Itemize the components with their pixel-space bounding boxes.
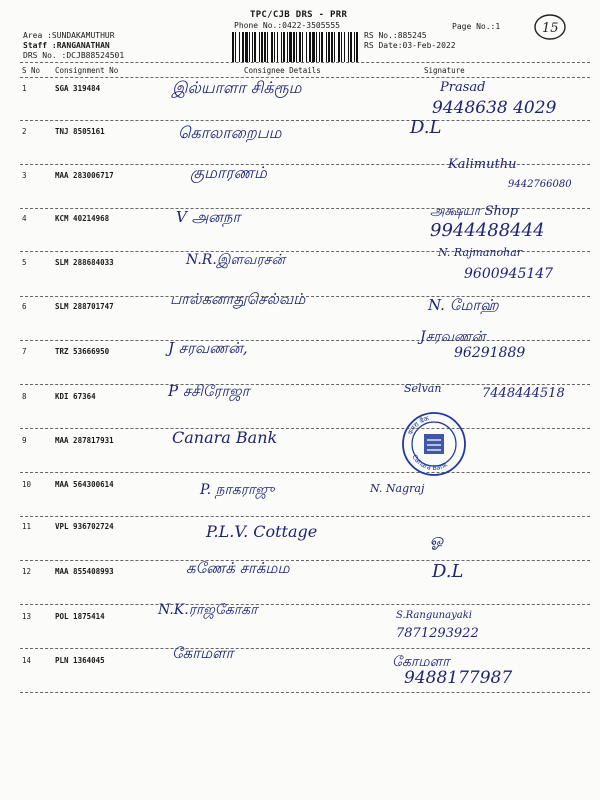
row-consignee-handwriting: P. நாகராஜு	[200, 482, 275, 498]
row-consignee-handwriting: இல்யாளா சிக்ரூம	[172, 78, 302, 97]
col-consignee-header: Consignee Details	[244, 66, 321, 75]
row-consignment-number: POL 1875414	[55, 612, 105, 621]
row-consignment-number: MAA 283006717	[55, 171, 114, 180]
row-divider	[20, 340, 590, 341]
row-serial-number: 14	[22, 656, 32, 665]
row-consignment-number: VPL 936702724	[55, 522, 114, 531]
row-serial-number: 1	[22, 84, 27, 93]
row-consignment-number: TRZ 53666950	[55, 347, 110, 356]
barcode-bar	[264, 32, 266, 62]
row-signature-phone: 9488177987	[404, 668, 513, 688]
row-consignment-number: KCM 40214968	[55, 214, 110, 223]
row-consignment-number: TNJ 8505161	[55, 127, 105, 136]
barcode-bar	[302, 32, 303, 62]
row-consignment-number: MAA 855408993	[55, 567, 114, 576]
row-consignee-handwriting: N.K.ராஜகோகா	[158, 602, 258, 618]
barcode-bar	[321, 32, 323, 62]
circle-mark-text: 15	[542, 21, 559, 36]
barcode-bar	[283, 32, 285, 62]
row-signature: Jசரவணன்	[420, 329, 486, 345]
row-serial-number: 7	[22, 347, 27, 356]
barcode-bar	[289, 32, 292, 62]
row-consignment-number: SLM 288684033	[55, 258, 114, 267]
row-consignee-handwriting: கணேக் சாக்மம	[186, 559, 290, 577]
area-label: Area	[23, 31, 43, 40]
barcode-bar	[252, 32, 253, 62]
barcode-bar	[235, 32, 236, 62]
row-consignee-handwriting: கோமளா	[172, 644, 234, 662]
row-consignment-number: PLN 1364045	[55, 656, 105, 665]
row-signature: S.Rangunayaki	[396, 610, 472, 621]
row-signature: Selvan	[404, 382, 442, 395]
row-divider	[20, 648, 590, 649]
barcode-bar	[281, 32, 282, 62]
area-line	[23, 31, 124, 41]
row-divider	[20, 120, 590, 121]
row-consignee-handwriting: P.L.V. Cottage	[206, 522, 318, 541]
barcode-bar	[326, 32, 327, 62]
col-signature-header: Signature	[424, 66, 465, 75]
row-consignment-number: MAA 564300614	[55, 480, 114, 489]
barcode-bar	[239, 32, 240, 62]
row-consignee-handwriting: J சரவணன்,	[168, 339, 248, 357]
row-divider	[20, 692, 590, 693]
barcode-bar	[312, 32, 315, 62]
barcode-bar	[316, 32, 317, 62]
row-divider	[20, 384, 590, 385]
row-consignee-handwriting: N.R.இளவரசன்	[186, 252, 286, 268]
bank-stamp	[400, 410, 468, 478]
barcode-bar	[299, 32, 301, 62]
rs-number: RS No.:885245	[364, 31, 427, 40]
barcode-bar	[293, 32, 295, 62]
row-signature-phone: 7448444518	[482, 386, 565, 401]
row-signature-phone: 9448638 4029	[432, 98, 557, 118]
barcode-bar	[287, 32, 288, 62]
row-serial-number: 4	[22, 214, 27, 223]
rs-block	[364, 31, 456, 51]
row-divider	[20, 428, 590, 429]
row-consignee-handwriting: Canara Bank	[172, 428, 278, 447]
barcode-bar	[338, 32, 340, 62]
row-consignee-handwriting: V அனநா	[176, 208, 241, 226]
barcode-bar	[309, 32, 311, 62]
barcode-bar	[328, 32, 330, 62]
row-signature-phone: 9600945147	[464, 266, 554, 282]
row-serial-number: 8	[22, 392, 27, 401]
rs-date: RS Date:03-Feb-2022	[364, 41, 456, 50]
row-signature: Kalimuthu	[448, 157, 517, 172]
drs-label: DRS No.	[23, 51, 57, 60]
divider	[20, 77, 590, 78]
barcode-bar	[354, 32, 355, 62]
barcode-bar	[348, 32, 349, 62]
barcode-bar	[306, 32, 307, 62]
barcode-bar	[267, 32, 268, 62]
row-signature-phone: 7871293922	[396, 626, 479, 641]
row-signature: ஓ	[430, 530, 444, 549]
drs-line	[23, 51, 124, 61]
row-consignment-number: SLM 288701747	[55, 302, 114, 311]
row-consignee-handwriting: கொலாறைபம	[178, 123, 282, 142]
barcode-bar	[350, 32, 352, 62]
barcode-bar	[245, 32, 248, 62]
row-signature: N. Nagraj	[370, 482, 425, 495]
barcode-bar	[259, 32, 260, 62]
row-serial-number: 3	[22, 171, 27, 180]
area-block	[23, 31, 124, 61]
row-serial-number: 2	[22, 127, 27, 136]
row-consignee-handwriting: பால்கனாதுசெல்வம்	[170, 290, 306, 308]
barcode-bar	[356, 32, 358, 62]
row-consignment-number: SGA 319484	[55, 84, 101, 93]
row-consignment-number: KDI 67364	[55, 392, 96, 401]
barcode-bar	[344, 32, 345, 62]
row-signature-phone: 9442766080	[508, 179, 572, 190]
row-serial-number: 10	[22, 480, 32, 489]
row-signature: Prasad	[440, 80, 486, 95]
page-number: Page No.:1	[452, 22, 501, 31]
barcode-bar	[254, 32, 256, 62]
row-serial-number: 6	[22, 302, 27, 311]
barcode-bar	[341, 32, 342, 62]
barcode-bar	[277, 32, 278, 62]
row-serial-number: 9	[22, 436, 27, 445]
document-title: TPC/CJB DRS - PRR	[250, 10, 348, 20]
row-serial-number: 11	[22, 522, 32, 531]
row-divider	[20, 472, 590, 473]
barcode-bar	[334, 32, 335, 62]
row-signature-phone: 96291889	[454, 345, 526, 361]
row-signature: D.L	[410, 117, 442, 138]
barcode-bar	[274, 32, 275, 62]
stamp-text-top: कनरा बैंक	[406, 414, 430, 437]
row-divider	[20, 516, 590, 517]
row-serial-number: 12	[22, 567, 32, 576]
divider	[20, 62, 590, 63]
row-divider	[20, 560, 590, 561]
barcode-bar	[242, 32, 244, 62]
barcode-bar	[261, 32, 263, 62]
row-signature: அக்ஷயா Shop	[430, 204, 519, 219]
barcode-bar	[296, 32, 297, 62]
row-divider	[20, 604, 590, 605]
row-consignee-handwriting: குமாரணம்	[190, 163, 267, 182]
barcode-bar	[232, 32, 234, 62]
row-serial-number: 5	[22, 258, 27, 267]
row-serial-number: 13	[22, 612, 32, 621]
barcode	[232, 32, 358, 62]
row-signature: D.L	[432, 561, 464, 582]
staff-label: Staff	[23, 41, 48, 50]
row-signature: கோமளா	[392, 654, 450, 670]
col-sno-header: S No	[22, 66, 41, 75]
handwritten-circle-mark	[533, 12, 567, 42]
row-signature-phone: 9944488444	[430, 220, 545, 241]
barcode-bar	[331, 32, 333, 62]
staff-line	[23, 41, 124, 51]
area-value: :SUNDAKAMUTHUR	[47, 31, 115, 40]
barcode-bar	[271, 32, 273, 62]
row-consignee-handwriting: P சசிரோஜா	[168, 382, 250, 400]
drs-value: :DCJB88524501	[61, 51, 125, 60]
row-signature: N. மோஹ்	[428, 296, 499, 314]
barcode-bar	[249, 32, 250, 62]
phone-number: Phone No.:0422-3505555	[234, 21, 340, 30]
stamp-text-bottom: Canara Bank	[410, 453, 449, 473]
row-consignment-number: MAA 287817931	[55, 436, 114, 445]
col-consignment-header: Consignment No	[55, 66, 119, 75]
row-signature: N. Rajmanohar	[438, 246, 523, 259]
staff-value: :RANGANATHAN	[51, 41, 110, 50]
barcode-bar	[319, 32, 320, 62]
